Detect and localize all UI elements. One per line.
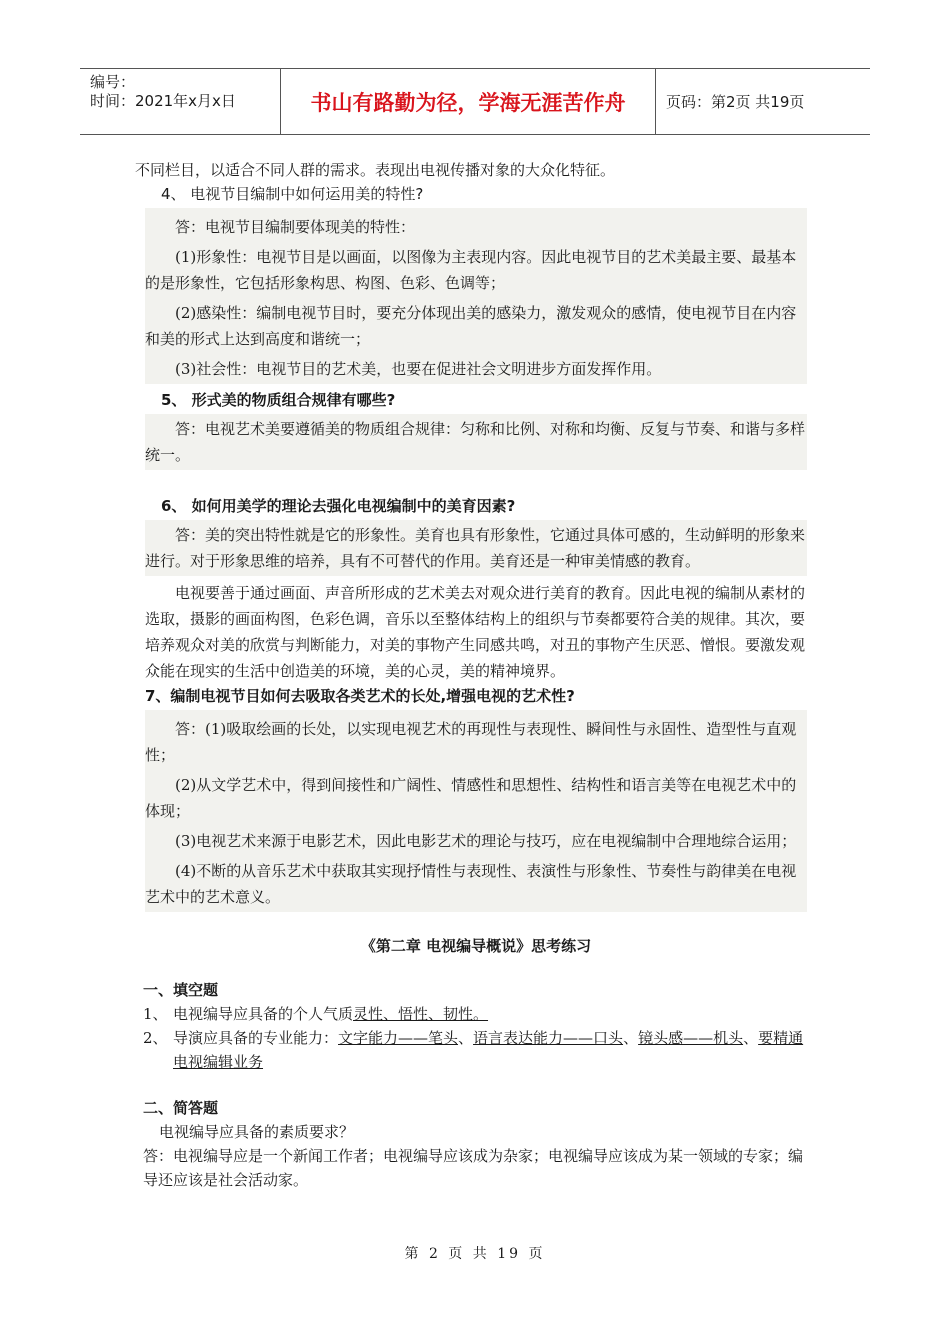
fill-item-1-number: 1、 <box>143 1005 168 1023</box>
page-footer: 第 2 页 共 19 页 <box>404 1246 546 1262</box>
fill-item-2-answer-1: 文字能力——笔头 <box>338 1029 459 1047</box>
fill-item-2-sep-3: 、 <box>743 1029 759 1047</box>
answer-5-text: 答：电视艺术美要遵循美的物质组合规律：匀称和比例、对称和均衡、反复与节奏、和谐与多样统一。 <box>145 420 806 464</box>
fill-item-1-answer: 灵性、悟性、韧性。 <box>353 1005 489 1023</box>
fill-item-1-text: 电视编导应具备的个人气质 <box>173 1005 354 1023</box>
answer-7-item-4: (4)不断的从音乐艺术中获取其实现抒情性与表现性、表演性与形象性、节奏性与韵律美在电视艺术中的艺术意义。 <box>145 862 797 906</box>
fill-item-1 <box>143 1002 807 1026</box>
fill-item-2-text: 导演应具备的专业能力： <box>173 1029 339 1047</box>
fill-item-2-answer-2: 语言表达能力——口头 <box>473 1029 624 1047</box>
answer-6-paragraph-text: 电视要善于通过画面、声音所形成的艺术美去对观众进行美育的教育。因此电视的编制从素材的选取，摄影的画面构图，色彩色调，音乐以至整体结构上的组织与节奏都要符合美的规律。其次，要培养观众对美的欣赏与判断能力，对美的事物产生同感共鸣，对丑的事物产生厌恶、憎恨。要激发观众能在现实的生活中创造美的环境，美的心灵，美的精神境界。 <box>145 584 806 680</box>
fill-item-2-answer-3: 镜头感——机头 <box>638 1029 744 1047</box>
answer-4-item-2: (2)感染性：编制电视节目时，要充分体现出美的感染力，激发观众的感情，使电视节目在内容和美的形式上达到高度和谐统一； <box>145 304 797 348</box>
answer-7-item-1: 答：(1)吸取绘画的长处，以实现电视艺术的再现性与表现性、瞬间性与永固性、造型性与直观性； <box>145 720 797 764</box>
section-short-answer: 二、简答题 <box>143 1099 219 1117</box>
short-answer: 答：电视编导应是一个新闻工作者；电视编导应该成为杂家；电视编导应该成为某一领域的专家；编导还应该是社会活动家。 <box>143 1147 804 1189</box>
header-motto: 书山有路勤为径，学海无涯苦作舟 <box>280 69 656 134</box>
answer-7-item-3: (3)电视艺术来源于电影艺术，因此电影艺术的理论与技巧，应在电视编制中合理地综合运用； <box>175 832 797 850</box>
section-fill-in: 一、填空题 <box>143 981 219 999</box>
fill-item-2-answer-4: 要精通电视编辑业务 <box>173 1029 804 1071</box>
answer-4-intro: 答：电视节目编制要体现美的特性： <box>175 218 416 236</box>
answer-6 <box>145 520 807 576</box>
page-header <box>80 68 870 135</box>
answer-5 <box>145 414 807 470</box>
question-5: 5、 形式美的物质组合规律有哪些? <box>161 391 396 409</box>
short-question: 电视编导应具备的素质要求？ <box>159 1123 355 1141</box>
header-meta <box>80 69 280 134</box>
answer-6-text: 答：美的突出特性就是它的形象性。美育也具有形象性，它通过具体可感的，生动鲜明的形象来进行。对于形象思维的培养，具有不可替代的作用。美育还是一种审美情感的教育。 <box>145 526 806 570</box>
time-label: 时间：2021年x月x日 <box>90 92 236 110</box>
header-page-code: 页码：第2页 共19页 <box>666 93 805 111</box>
question-4: 4、 电视节目编制中如何运用美的特性? <box>161 185 424 203</box>
intro-line: 不同栏目，以适合不同人群的需求。表现出电视传播对象的大众化特征。 <box>135 161 616 179</box>
chapter-title: 《第二章 电视编导概说》思考练习 <box>360 937 592 955</box>
answer-7 <box>145 710 807 912</box>
question-7: 7、编制电视节目如何去吸取各类艺术的长处,增强电视的艺术性? <box>145 687 575 705</box>
answer-6-paragraph <box>145 580 807 684</box>
fill-item-2-sep-2: 、 <box>623 1029 639 1047</box>
question-6: 6、 如何用美学的理论去强化电视编制中的美育因素? <box>161 497 516 515</box>
answer-4-item-3: (3)社会性：电视节目的艺术美，也要在促进社会文明进步方面发挥作用。 <box>175 360 662 378</box>
answer-7-item-2: (2)从文学艺术中，得到间接性和广阔性、情感性和思想性、结构性和语言美等在电视艺术中的体现； <box>145 776 797 820</box>
fill-item-2-sep-1: 、 <box>458 1029 474 1047</box>
document-body <box>135 158 807 1192</box>
fill-item-2 <box>143 1026 807 1074</box>
fill-item-2-number: 2、 <box>143 1029 168 1047</box>
number-label: 编号： <box>90 73 136 91</box>
answer-4-item-1: (1)形象性：电视节目是以画面，以图像为主表现内容。因此电视节目的艺术美最主要、最基本的是形象性，它包括形象构思、构图、色彩、色调等； <box>145 248 797 292</box>
answer-4 <box>145 208 807 384</box>
